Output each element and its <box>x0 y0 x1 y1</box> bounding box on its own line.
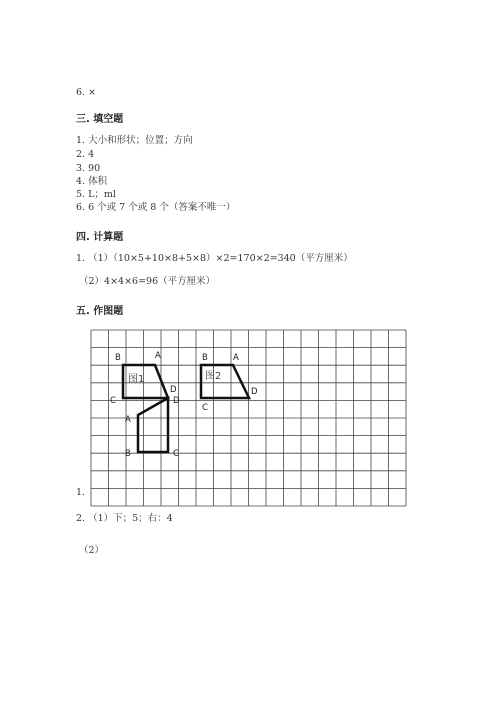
calc-answer-1: 1. （1）（10×5+10×8+5×8）×2=170×2=340（平方厘米） <box>76 253 353 264</box>
figure-1-moved-shape <box>138 398 168 452</box>
fig2-point-c: C <box>202 403 208 413</box>
fig1-point-c: C <box>110 396 116 406</box>
fill-answer-6: 6. 6 个或 7 个或 8 个（答案不唯一） <box>76 202 236 213</box>
transform-answer-1: 2. （1）下；5；右：4 <box>76 513 173 524</box>
figure-1 <box>123 365 168 398</box>
fig1-point-d: D <box>170 385 177 395</box>
fig1-moved-point-b: B <box>125 449 131 459</box>
fig1-moved-point-c: C <box>173 449 179 459</box>
figure-2 <box>201 365 249 398</box>
figure-1-shape <box>123 365 168 398</box>
fig2-point-d: D <box>251 387 258 397</box>
fill-answer-1: 1. 大小和形状；位置；方向 <box>76 135 193 146</box>
fig1-label: 图1 <box>128 374 145 385</box>
fill-answer-2: 2. 4 <box>76 149 95 160</box>
section-5-heading: 五. 作图题 <box>76 306 124 317</box>
calc-answer-2: （2）4×4×6=96（平方厘米） <box>79 276 216 287</box>
grid-lines <box>91 330 406 506</box>
fig2-point-b: B <box>202 353 208 363</box>
section-3-heading: 三. 填空题 <box>76 114 124 125</box>
fill-answer-5: 5. L；ml <box>76 189 116 200</box>
fig1-point-a: A <box>155 351 161 361</box>
fig2-label: 图2 <box>205 371 222 382</box>
fig1-point-b: B <box>115 353 121 363</box>
fig1-moved-point-a: A <box>125 415 131 425</box>
prev-answer: 6. × <box>76 87 97 98</box>
figure-2-shape <box>201 365 249 398</box>
section-4-heading: 四. 计算题 <box>76 232 124 243</box>
figure-1-moved <box>138 398 168 452</box>
fill-answer-3: 3. 90 <box>76 163 101 174</box>
fill-answer-4: 4. 体积 <box>76 176 108 187</box>
fig2-point-a: A <box>233 353 239 363</box>
grid-question-label: 1. <box>76 487 86 498</box>
transform-answer-2: （2） <box>79 545 105 556</box>
fig1-moved-point-d: D <box>173 396 180 406</box>
